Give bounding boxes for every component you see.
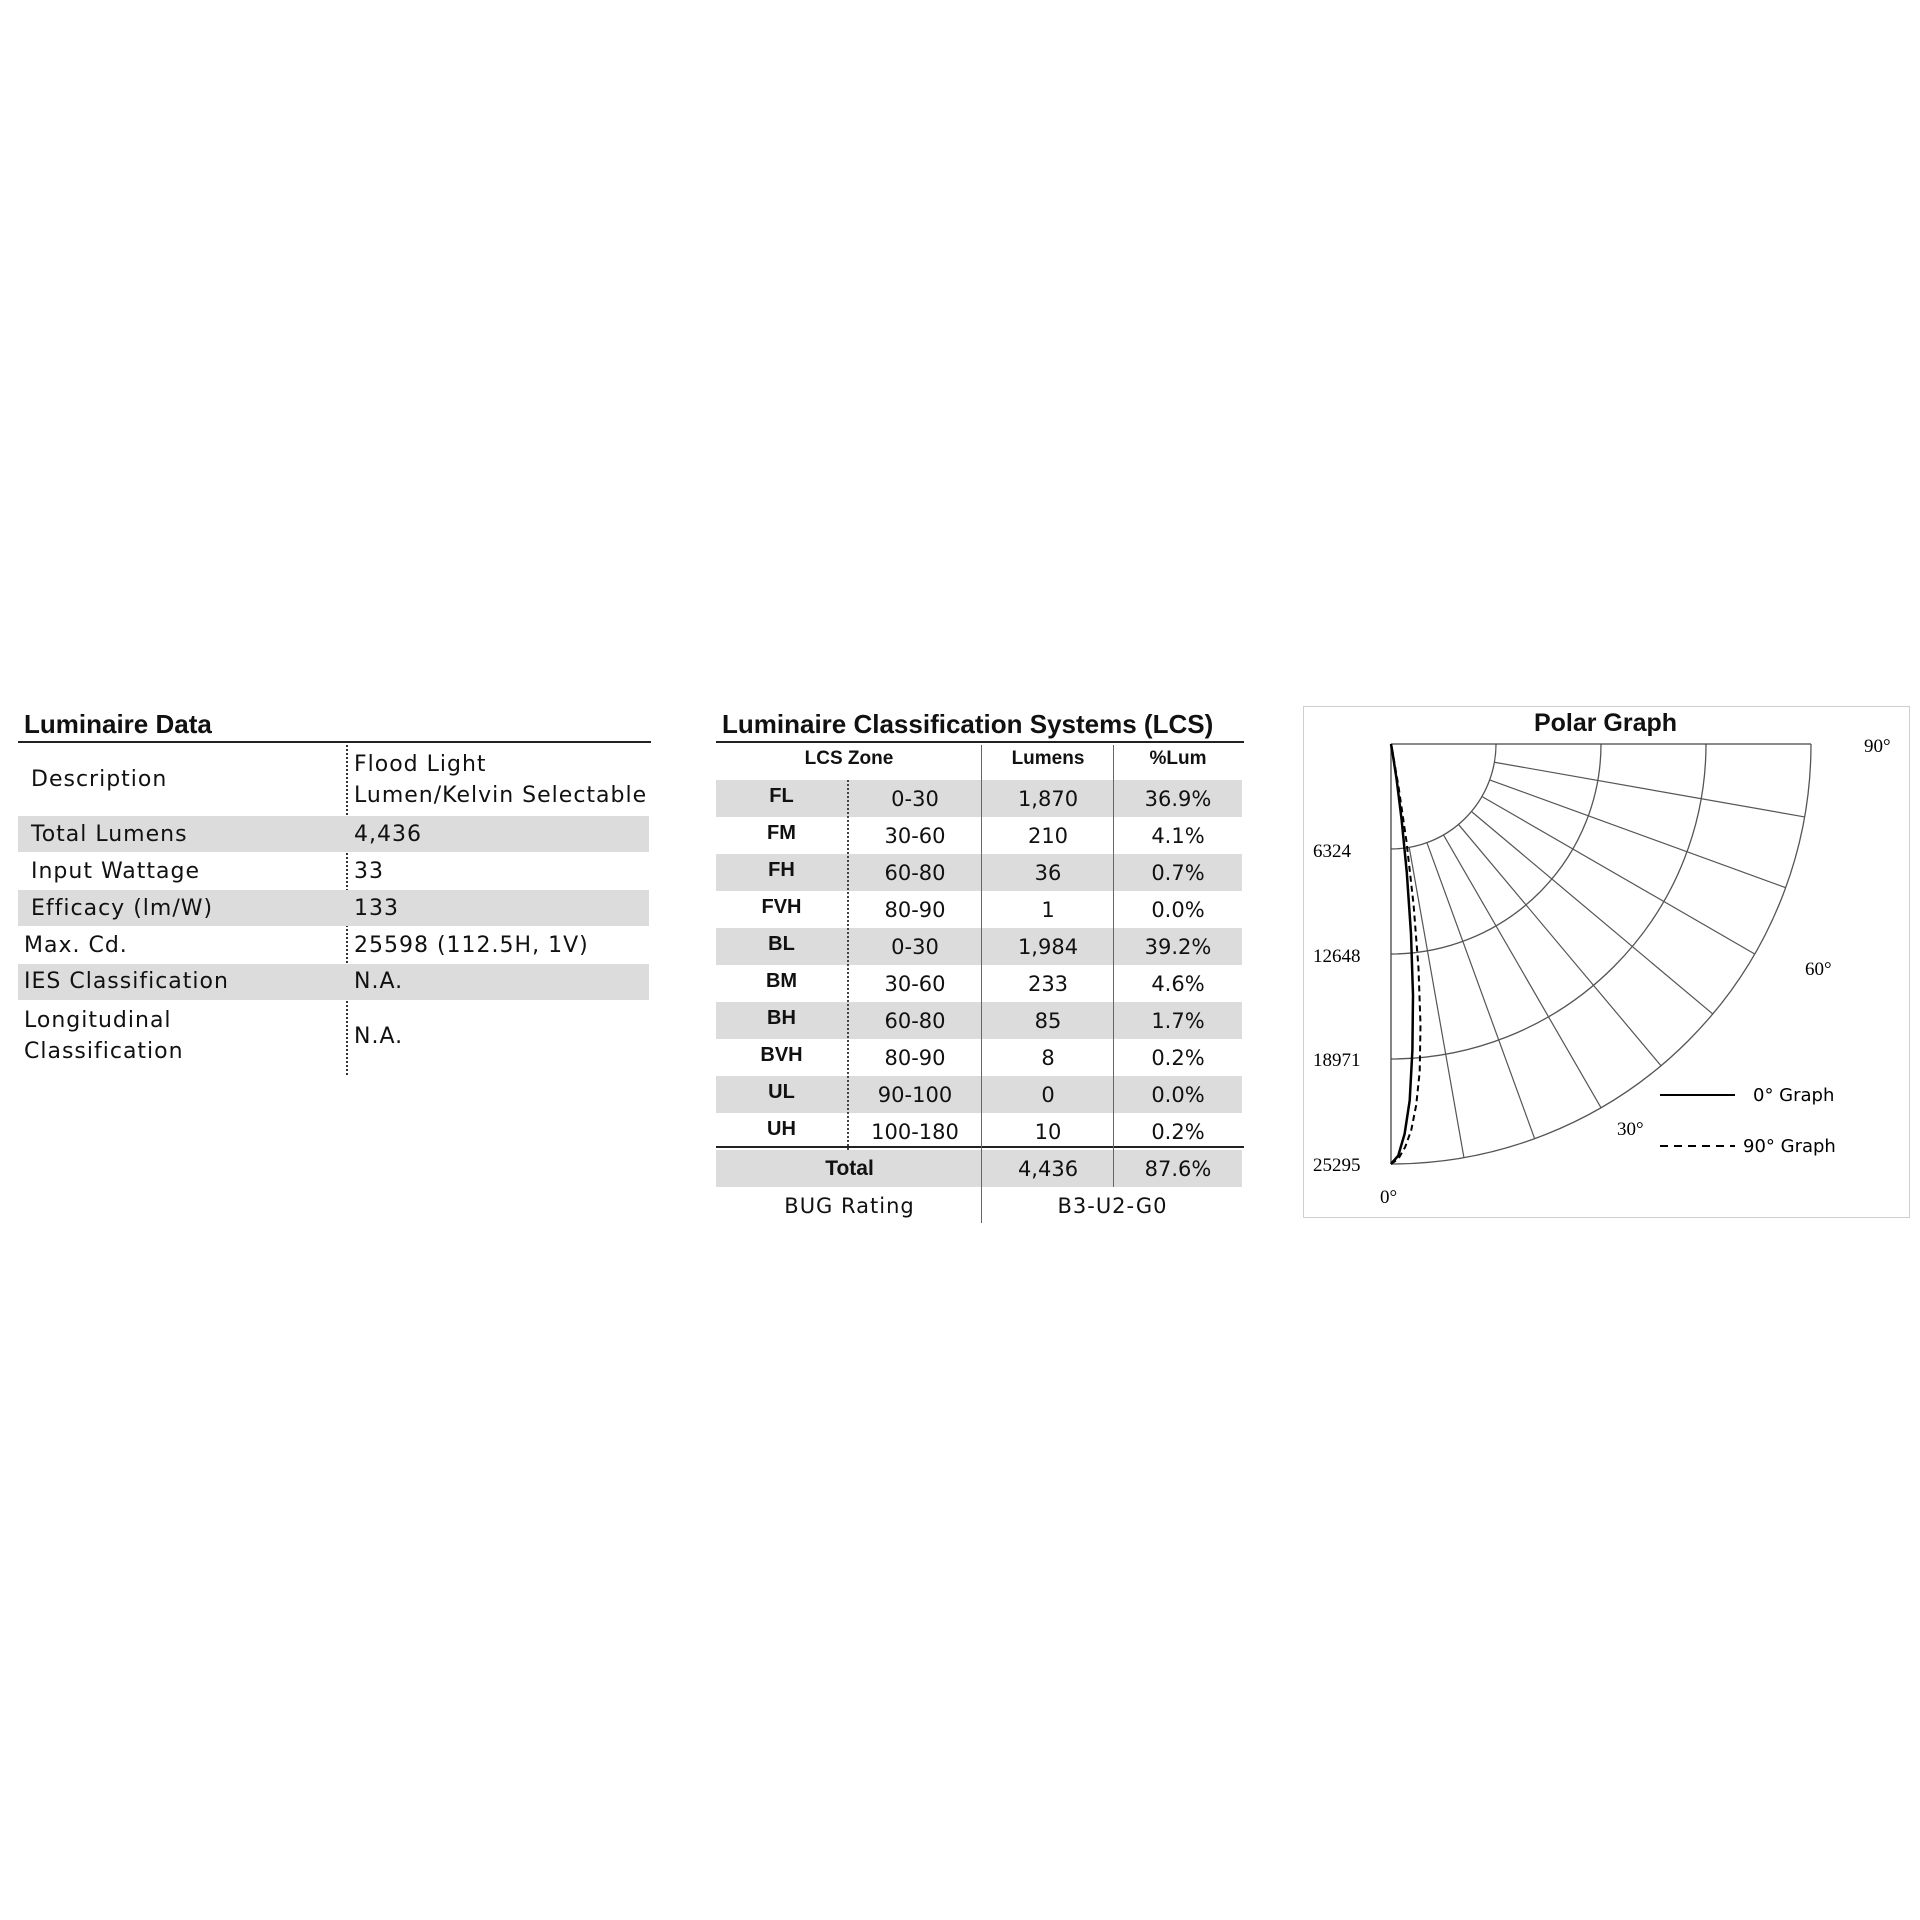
lcs-zone-code: FH	[768, 859, 795, 881]
polar-ring	[1391, 744, 1496, 849]
angle-label: 60°	[1805, 959, 1832, 980]
lcs-pct: 1.7%	[1151, 1009, 1205, 1033]
lcs-zone-code: FVH	[761, 896, 802, 918]
ld-row-efficacy	[18, 890, 649, 926]
polar-spoke	[1490, 780, 1786, 888]
lcs-zone-code: BL	[768, 933, 795, 955]
ld-row-description	[18, 748, 649, 814]
radial-label: 25295	[1313, 1155, 1361, 1176]
legend-label: 90° Graph	[1743, 1136, 1836, 1157]
lcs-zone-range: 30-60	[884, 972, 946, 996]
lcs-pct: 4.6%	[1151, 972, 1205, 996]
lcs-zone-code: BM	[765, 970, 798, 992]
lcs-rule	[716, 741, 1244, 743]
lcs-row	[716, 928, 1242, 965]
lcs-pct: 0.2%	[1151, 1046, 1205, 1070]
lcs-lumens: 233	[1027, 972, 1069, 996]
ld-row-ies-classification	[18, 964, 649, 1000]
lcs-row	[716, 1002, 1242, 1039]
angle-label: 90°	[1864, 736, 1891, 757]
lcs-zone-range: 100-180	[871, 1120, 959, 1144]
ld-label: Total Lumens	[31, 822, 188, 847]
lcs-zone-range: 90-100	[877, 1083, 953, 1107]
lcs-lumens: 210	[1027, 824, 1069, 848]
ld-value: 25598 (112.5H, 1V)	[354, 933, 589, 958]
lcs-row	[716, 1076, 1242, 1113]
lcs-lumens: 10	[1034, 1120, 1062, 1144]
lcs-zone-range: 80-90	[884, 898, 946, 922]
lcs-row	[716, 965, 1242, 1002]
lcs-row	[716, 817, 1242, 854]
lcs-total-pct: 87.6%	[1144, 1157, 1212, 1181]
lcs-zone-code: FM	[767, 822, 796, 844]
lcs-zone-code: BH	[767, 1007, 796, 1029]
lcs-zone-code: FL	[769, 785, 794, 807]
polar-spoke	[1482, 797, 1755, 955]
radial-label: 18971	[1313, 1050, 1361, 1071]
radial-label: 12648	[1313, 946, 1361, 967]
lcs-pct: 4.1%	[1151, 824, 1205, 848]
lcs-total-rule	[716, 1146, 1244, 1148]
lcs-lumens: 0	[1041, 1083, 1055, 1107]
lcs-total-label: Total	[825, 1157, 874, 1180]
polar-spoke	[1427, 843, 1535, 1139]
lcs-pct: 0.0%	[1151, 898, 1205, 922]
lcs-row	[716, 1039, 1242, 1076]
lcs-lumens: 1,984	[1017, 935, 1079, 959]
ld-value: Flood Light	[354, 752, 487, 777]
luminaire-data-title: Luminaire Data	[24, 709, 212, 739]
lcs-zone-code: UH	[767, 1118, 796, 1140]
lcs-zone-code: BVH	[760, 1044, 803, 1066]
polar-grid	[1391, 744, 1811, 1164]
lcs-zone-range: 0-30	[891, 935, 939, 959]
polar-spoke	[1494, 762, 1804, 817]
bug-rating-value: B3-U2-G0	[1057, 1194, 1168, 1218]
lcs-lumens: 1	[1041, 898, 1055, 922]
lcs-pct: 36.9%	[1144, 787, 1212, 811]
angle-label: 0°	[1380, 1187, 1398, 1208]
lcs-column-divider	[1113, 745, 1114, 1187]
radial-label: 6324	[1313, 841, 1351, 862]
ld-value: Lumen/Kelvin Selectable	[354, 783, 648, 808]
ld-label: Description	[31, 767, 168, 792]
lcs-lumens: 8	[1041, 1046, 1055, 1070]
legend-label: 0° Graph	[1753, 1085, 1835, 1106]
ld-value: 4,436	[354, 822, 422, 847]
lcs-zone-range: 60-80	[884, 861, 946, 885]
lcs-zone-range: 30-60	[884, 824, 946, 848]
ld-row-max-cd	[18, 927, 649, 963]
lcs-pct: 39.2%	[1144, 935, 1212, 959]
lcs-zone-code: UL	[768, 1081, 795, 1103]
ld-row-input-wattage	[18, 853, 649, 889]
lcs-pct: 0.0%	[1151, 1083, 1205, 1107]
lcs-zone-range: 80-90	[884, 1046, 946, 1070]
lcs-total-lumens: 4,436	[1017, 1157, 1079, 1181]
bug-rating-label: BUG Rating	[784, 1194, 915, 1218]
lcs-lumens: 85	[1034, 1009, 1062, 1033]
ld-row-longitudinal	[18, 1002, 649, 1072]
lcs-row	[716, 780, 1242, 817]
ld-label: Efficacy (lm/W)	[31, 896, 214, 921]
polar-graph	[1303, 706, 1908, 1216]
lcs-lumens: 1,870	[1017, 787, 1079, 811]
polar-spoke	[1409, 847, 1464, 1157]
ld-label: Classification	[24, 1039, 184, 1064]
lcs-header-lumens: Lumens	[1011, 748, 1085, 769]
lcs-header-pct: %Lum	[1149, 748, 1207, 769]
polar-spoke	[1444, 835, 1602, 1108]
lcs-row	[716, 1113, 1242, 1150]
ld-label: Max. Cd.	[24, 933, 128, 958]
polar-graph-title: Polar Graph	[1533, 709, 1678, 737]
luminaire-data-rule	[18, 741, 651, 743]
lcs-bug-row	[716, 1187, 1242, 1224]
ld-value: N.A.	[354, 1024, 404, 1049]
angle-label: 30°	[1617, 1119, 1644, 1140]
lcs-row	[716, 891, 1242, 928]
lcs-zone-divider	[847, 780, 849, 1150]
lcs-row	[716, 854, 1242, 891]
ld-value: 33	[354, 859, 384, 884]
lcs-pct: 0.7%	[1151, 861, 1205, 885]
ld-label: Input Wattage	[31, 859, 201, 884]
lcs-header-zone: LCS Zone	[804, 748, 894, 769]
lcs-zone-range: 0-30	[891, 787, 939, 811]
lcs-title: Luminaire Classification Systems (LCS)	[722, 709, 1214, 739]
ld-row-total-lumens	[18, 816, 649, 852]
lcs-column-divider	[981, 745, 982, 1223]
lcs-pct: 0.2%	[1151, 1120, 1205, 1144]
ld-label: Longitudinal	[24, 1008, 172, 1033]
lcs-lumens: 36	[1034, 861, 1062, 885]
lcs-zone-range: 60-80	[884, 1009, 946, 1033]
ld-value: N.A.	[354, 969, 404, 994]
ld-value: 133	[354, 896, 399, 921]
ld-label: IES Classification	[24, 969, 229, 994]
lcs-total-row	[716, 1150, 1242, 1187]
